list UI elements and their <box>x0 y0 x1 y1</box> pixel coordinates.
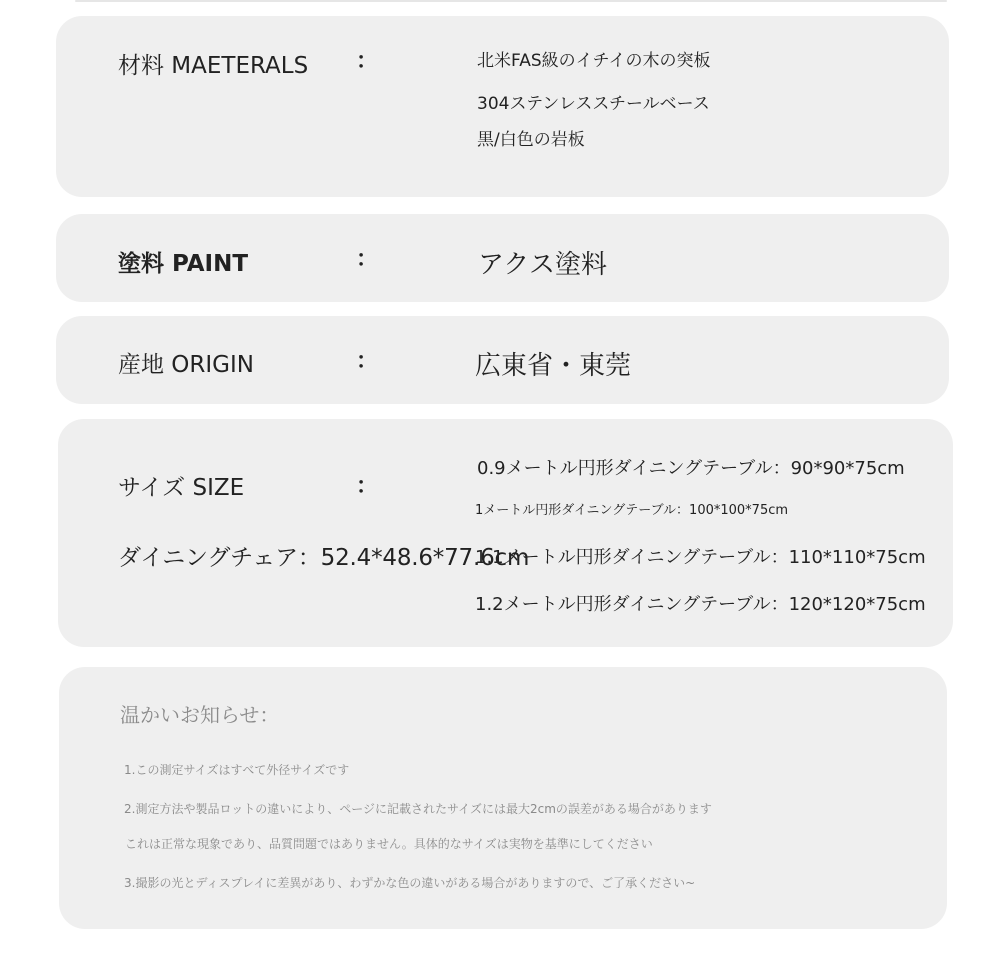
origin-value: 広東省・東莞 <box>475 351 632 381</box>
size-value-4: 1.2メートル円形ダイニングテーブル：120*120*75cm <box>475 594 926 615</box>
size-value-1: 0.9メートル円形ダイニングテーブル：90*90*75cm <box>477 458 905 479</box>
size-chair: ダイニングチェア：52.4*48.6*77.6cm <box>118 545 530 571</box>
origin-label: 産地 ORIGIN <box>118 352 254 378</box>
size-value-3: 1.1メートル円形ダイニングテーブル：110*110*75cm <box>475 547 926 568</box>
size-card <box>58 419 953 647</box>
materials-colon: ： <box>356 49 379 74</box>
notice-line-3: これは正常な現象であり、品質問題ではありません。具体的なサイズは実物を基準にしてください <box>125 837 653 851</box>
paint-colon: ： <box>356 247 379 272</box>
notice-card <box>59 667 947 929</box>
size-label: サイズ SIZE <box>118 475 245 501</box>
paint-card <box>56 214 949 302</box>
origin-card <box>56 316 949 404</box>
origin-colon: ： <box>356 349 379 374</box>
materials-value-3: 黒/白色の岩板 <box>477 130 585 150</box>
paint-label: 塗料 PAINT <box>118 251 249 277</box>
top-divider <box>75 0 947 2</box>
paint-value: アクス塗料 <box>478 250 607 280</box>
materials-label: 材料 MAETERALS <box>118 53 309 79</box>
notice-line-4: 3.撮影の光とディスプレイに差異があり、わずかな色の違いがある場合がありますので、ご了承ください~ <box>124 876 696 890</box>
materials-card <box>56 16 949 197</box>
materials-value-2: 304ステンレススチールベース <box>477 94 710 114</box>
size-value-2: 1メートル円形ダイニングテーブル：100*100*75cm <box>475 503 789 518</box>
notice-line-2: 2.測定方法や製品ロットの違いにより、ページに記載されたサイズには最大2cmの誤差がある場合があります <box>124 802 712 816</box>
materials-value-1: 北米FAS級のイチイの木の突板 <box>477 51 711 71</box>
notice-title: 温かいお知らせ： <box>120 703 280 727</box>
notice-line-1: 1.この測定サイズはすべて外径サイズです <box>124 763 350 777</box>
size-colon: ： <box>356 474 379 499</box>
